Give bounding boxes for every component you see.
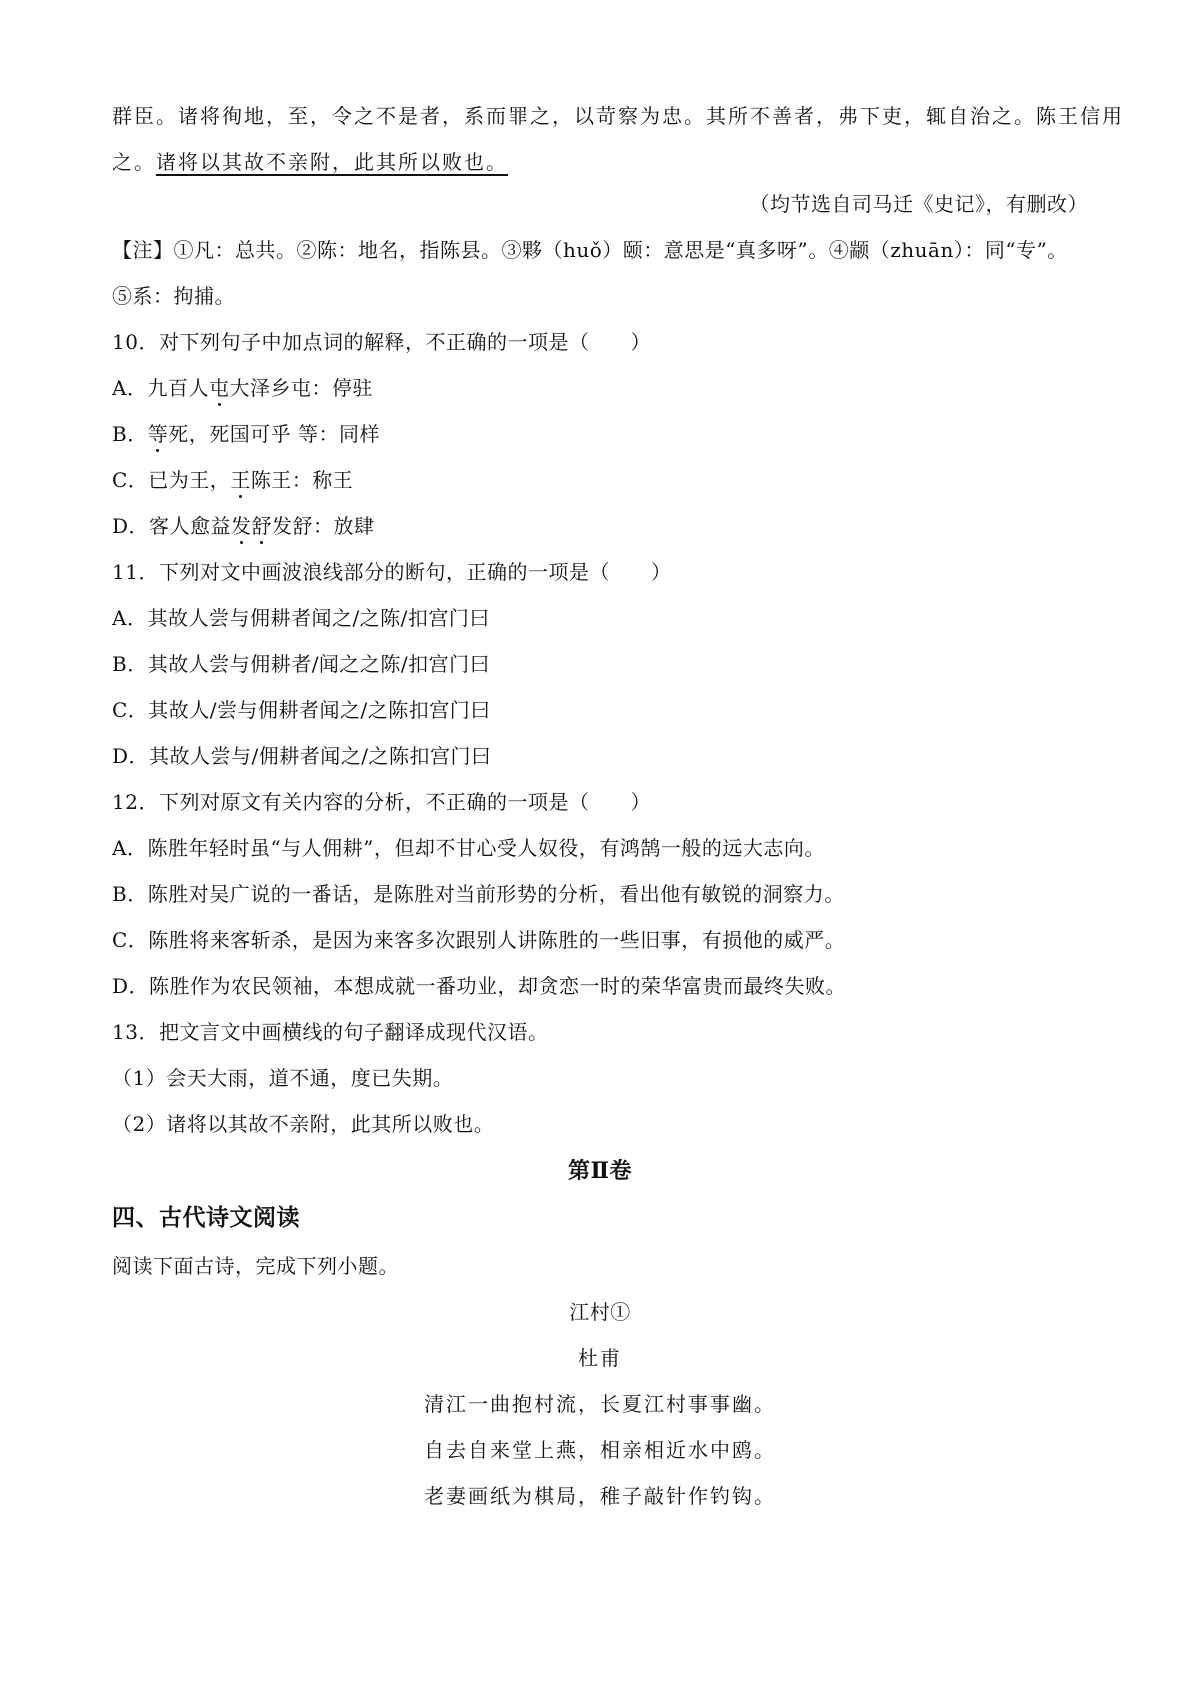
section-title: 四、古代诗文阅读	[112, 1205, 300, 1231]
q11-stem: 11．下列对文中画波浪线部分的断句，正确的一项是（ ）	[112, 560, 672, 584]
note-line-1: 【注】①凡：总共。②陈：地名，指陈县。③夥（huǒ）颐：意思是“真多呀”。④颛（zhuān）：同“专”。	[112, 238, 1068, 262]
q10-d-post: 发舒：放肆	[272, 514, 375, 538]
poem-line-1: 清江一曲抱村流，长夏江村事事幽。	[424, 1392, 776, 1416]
q10-b-dotted-word: 等	[147, 422, 169, 446]
passage-line-2	[112, 148, 508, 176]
note-line-2: ⑤系：拘捕。	[112, 284, 235, 308]
q11-option-c: C．其故人/尝与佣耕者闻之/之陈扣宫门曰	[112, 698, 491, 722]
q11-option-a: A．其故人尝与佣耕者闻之/之陈/扣宫门曰	[112, 606, 490, 630]
q10-a-post: 大泽乡屯：停驻	[229, 376, 373, 400]
passage-line-1: 群臣。诸将徇地，至，令之不是者，系而罪之，以苛察为忠。其所不善者，弗下吏，辄自治之。陈王信用	[112, 104, 1124, 128]
poem-title: 江村①	[569, 1300, 631, 1324]
q10-c-pre: C．已为王，	[112, 468, 231, 492]
q10-b-pre: B．	[112, 422, 148, 446]
q10-a-dotted-word: 屯	[208, 376, 230, 400]
q10-option-d	[112, 512, 375, 540]
underlined-sentence: 诸将以其故不亲附，此其所以败也。	[156, 150, 508, 174]
q10-d-dotted-word-1: 发	[231, 514, 252, 538]
q12-stem: 12．下列对原文有关内容的分析，不正确的一项是（ ）	[112, 790, 651, 814]
poem-line-3: 老妻画纸为棋局，稚子敲针作钓钩。	[424, 1484, 776, 1508]
volume-title: 第Ⅱ卷	[567, 1158, 633, 1184]
q10-b-post: 死，死国可乎 等：同样	[168, 422, 381, 446]
q10-d-pre: D．客人愈益	[112, 514, 232, 538]
q10-option-b	[112, 420, 380, 448]
q13-item-2: （2）诸将以其故不亲附，此其所以败也。	[112, 1112, 495, 1136]
q10-d-dotted-word-2: 舒	[251, 514, 273, 538]
q12-option-b: B．陈胜对吴广说的一番话，是陈胜对当前形势的分析，看出他有敏锐的洞察力。	[112, 882, 845, 906]
q12-option-d: D．陈胜作为农民领袖，本想成就一番功业，却贪恋一时的荣华富贵而最终失败。	[112, 974, 847, 998]
q10-option-a	[112, 374, 373, 402]
passage-line-2-plain: 之。	[112, 150, 156, 174]
passage-source: （均节选自司马迁《史记》，有删改）	[749, 192, 1088, 216]
q13-item-1: （1）会天大雨，道不通，度已失期。	[112, 1066, 454, 1090]
poem-author: 杜甫	[578, 1346, 622, 1370]
q10-stem: 10．对下列句子中加点词的解释，不正确的一项是（ ）	[112, 330, 651, 354]
q10-option-c	[112, 466, 353, 494]
instruction: 阅读下面古诗，完成下列小题。	[112, 1254, 399, 1278]
poem-line-2: 自去自来堂上燕，相亲相近水中鸥。	[424, 1438, 776, 1462]
q13-stem: 13．把文言文中画横线的句子翻译成现代汉语。	[112, 1020, 549, 1044]
q10-c-post: 陈王：称王	[250, 468, 354, 492]
q12-option-a: A．陈胜年轻时虽“与人佣耕”，但却不甘心受人奴役，有鸿鹄一般的远大志向。	[112, 836, 825, 860]
q11-option-d: D．其故人尝与/佣耕者闻之/之陈扣宫门曰	[112, 744, 492, 768]
q11-option-b: B．其故人尝与佣耕者/闻之之陈/扣宫门曰	[112, 652, 491, 676]
q12-option-c: C．陈胜将来客斩杀，是因为来客多次跟别人讲陈胜的一些旧事，有损他的威严。	[112, 928, 846, 952]
q10-c-dotted-word: 王	[230, 468, 251, 492]
q10-a-pre: A．九百人	[112, 376, 209, 400]
